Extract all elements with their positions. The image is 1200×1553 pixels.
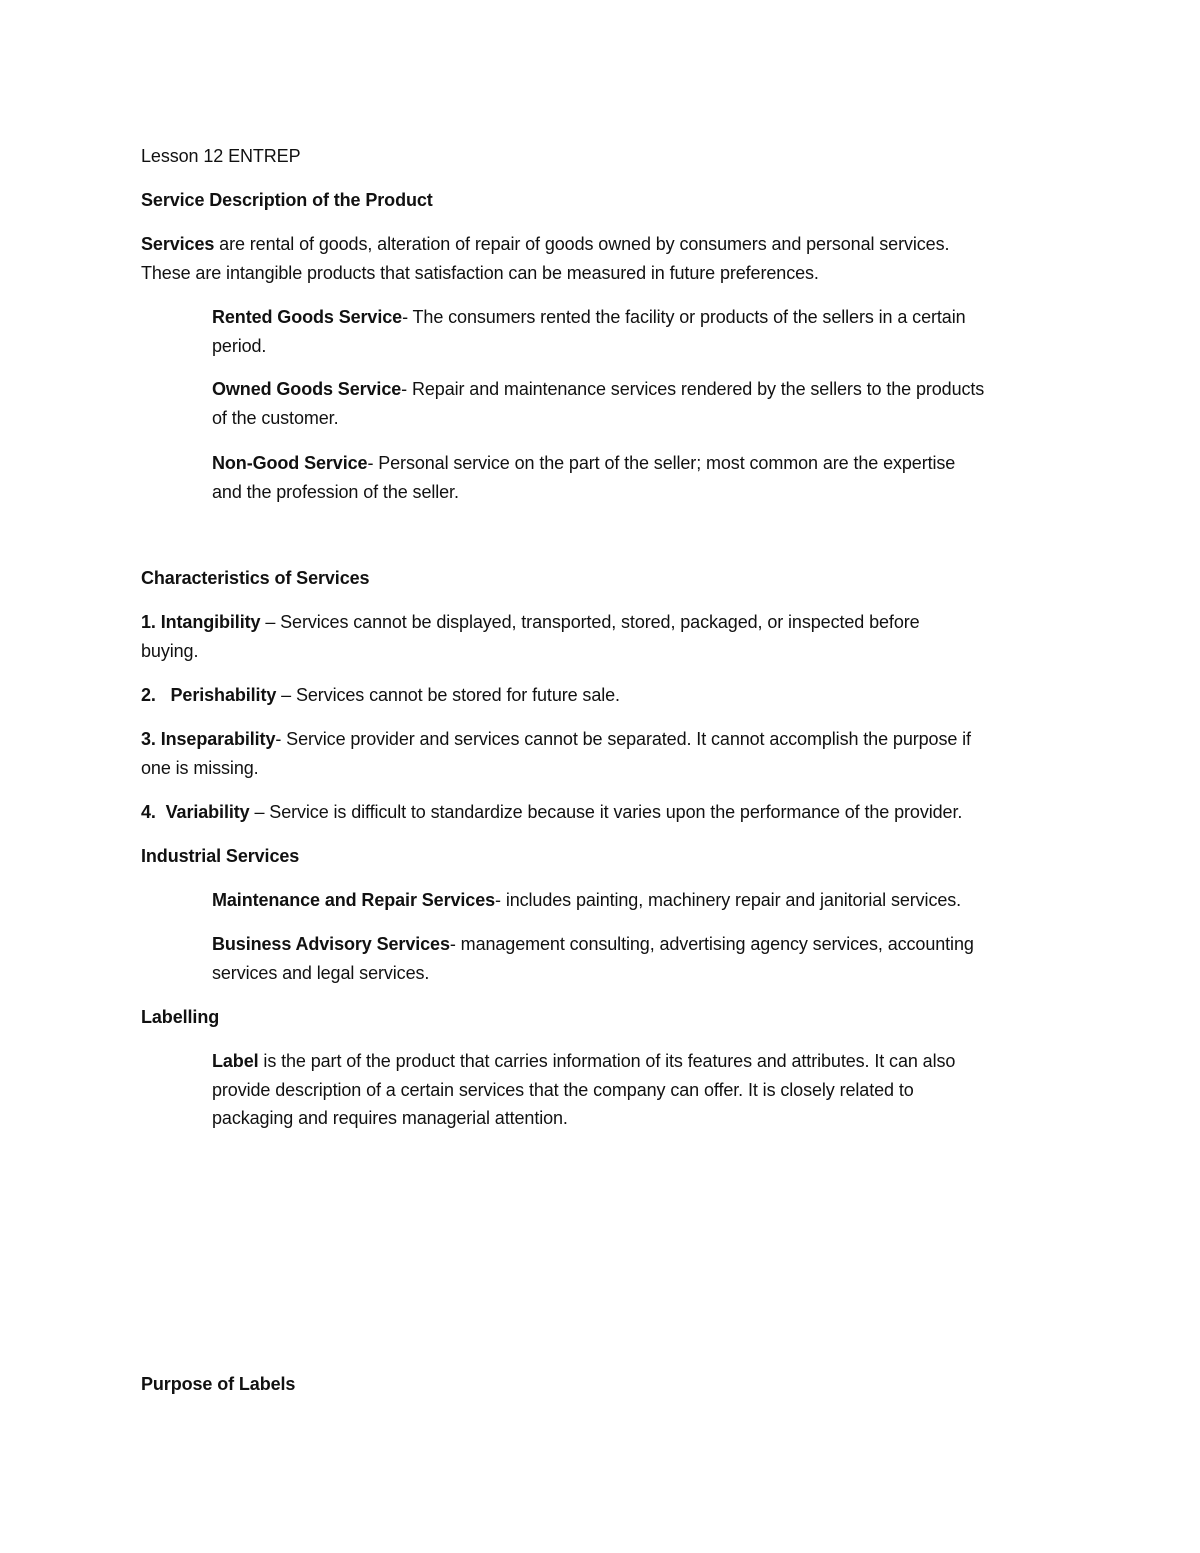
item-number: 2.: [141, 685, 171, 705]
bullet-text: - The consumers rented the facility or products of the sellers in a certain: [402, 307, 966, 327]
characteristic-variability: [141, 801, 962, 823]
heading-text: Purpose of Labels: [141, 1374, 296, 1394]
item-term: Perishability: [170, 685, 277, 705]
item-number: 3.: [141, 729, 161, 749]
heading-text: Labelling: [141, 1007, 220, 1027]
bullet-term: Label: [212, 1051, 259, 1071]
section-heading-characteristics: [141, 567, 369, 589]
bullet-term: Maintenance and Repair Services: [212, 890, 496, 910]
bullet-term: Business Advisory Services: [212, 934, 450, 954]
section-heading-industrial-services: [141, 845, 299, 867]
bullet-term: Non-Good Service: [212, 453, 368, 473]
characteristic-intangibility-line-1: [141, 611, 920, 633]
characteristic-intangibility-line-2: buying.: [141, 641, 199, 661]
item-term: Variability: [165, 802, 250, 822]
bullet-label-line-1: [212, 1050, 955, 1072]
item-text: – Services cannot be stored for future sale.: [276, 685, 620, 705]
bullet-non-good-line-1: [212, 452, 955, 474]
characteristic-perishability: [141, 684, 620, 706]
item-text: - Service provider and services cannot be separated. It cannot accomplish the purpose if: [275, 729, 971, 749]
bullet-business-advisory-line-1: [212, 933, 974, 955]
section-heading-labelling: [141, 1006, 219, 1028]
item-number: 1.: [141, 612, 161, 632]
characteristic-inseparability-line-2: one is missing.: [141, 758, 259, 778]
bullet-text: - Personal service on the part of the seller; most common are the expertise: [367, 453, 956, 473]
bullet-rented-goods-line-2: period.: [212, 336, 267, 356]
item-term: Intangibility: [160, 612, 261, 632]
characteristic-inseparability-line-1: [141, 728, 971, 750]
heading-text: Service Description of the Product: [141, 190, 433, 210]
lesson-title: Lesson 12 ENTREP: [141, 146, 301, 166]
bullet-rented-goods-line-1: [212, 306, 966, 328]
bullet-term: Owned Goods Service: [212, 379, 402, 399]
intro-text: are rental of goods, alteration of repair of goods owned by consumers and personal services.: [214, 234, 950, 254]
bullet-business-advisory-line-2: services and legal services.: [212, 963, 430, 983]
bullet-label-line-3: packaging and requires managerial attention.: [212, 1108, 568, 1128]
item-number: 4.: [141, 802, 166, 822]
bullet-text: - Repair and maintenance services rendered by the sellers to the products: [401, 379, 985, 399]
section-heading-purpose-of-labels: [141, 1373, 295, 1395]
heading-text: Characteristics of Services: [141, 568, 370, 588]
bullet-owned-goods-line-1: [212, 378, 984, 400]
intro-paragraph-line-1: [141, 233, 949, 255]
section-heading-service-description: [141, 189, 433, 211]
intro-paragraph-line-2: These are intangible products that satisfaction can be measured in future preferences.: [141, 263, 819, 283]
bullet-text: - includes painting, machinery repair and janitorial services.: [495, 890, 962, 910]
bullet-text: - management consulting, advertising agency services, accounting: [449, 934, 974, 954]
item-term: Inseparability: [160, 729, 276, 749]
bullet-text: is the part of the product that carries information of its features and attributes. It can also: [258, 1051, 956, 1071]
bullet-term: Rented Goods Service: [212, 307, 403, 327]
bullet-maintenance-repair: [212, 889, 961, 911]
item-text: – Services cannot be displayed, transported, stored, packaged, or inspected before: [260, 612, 920, 632]
bullet-owned-goods-line-2: of the customer.: [212, 408, 339, 428]
intro-term: Services: [141, 234, 215, 254]
heading-text: Industrial Services: [141, 846, 300, 866]
bullet-label-line-2: provide description of a certain services that the company can offer. It is closely related to: [212, 1080, 914, 1100]
bullet-non-good-line-2: and the profession of the seller.: [212, 482, 459, 502]
item-text: – Service is difficult to standardize because it varies upon the performance of the provider.: [249, 802, 963, 822]
